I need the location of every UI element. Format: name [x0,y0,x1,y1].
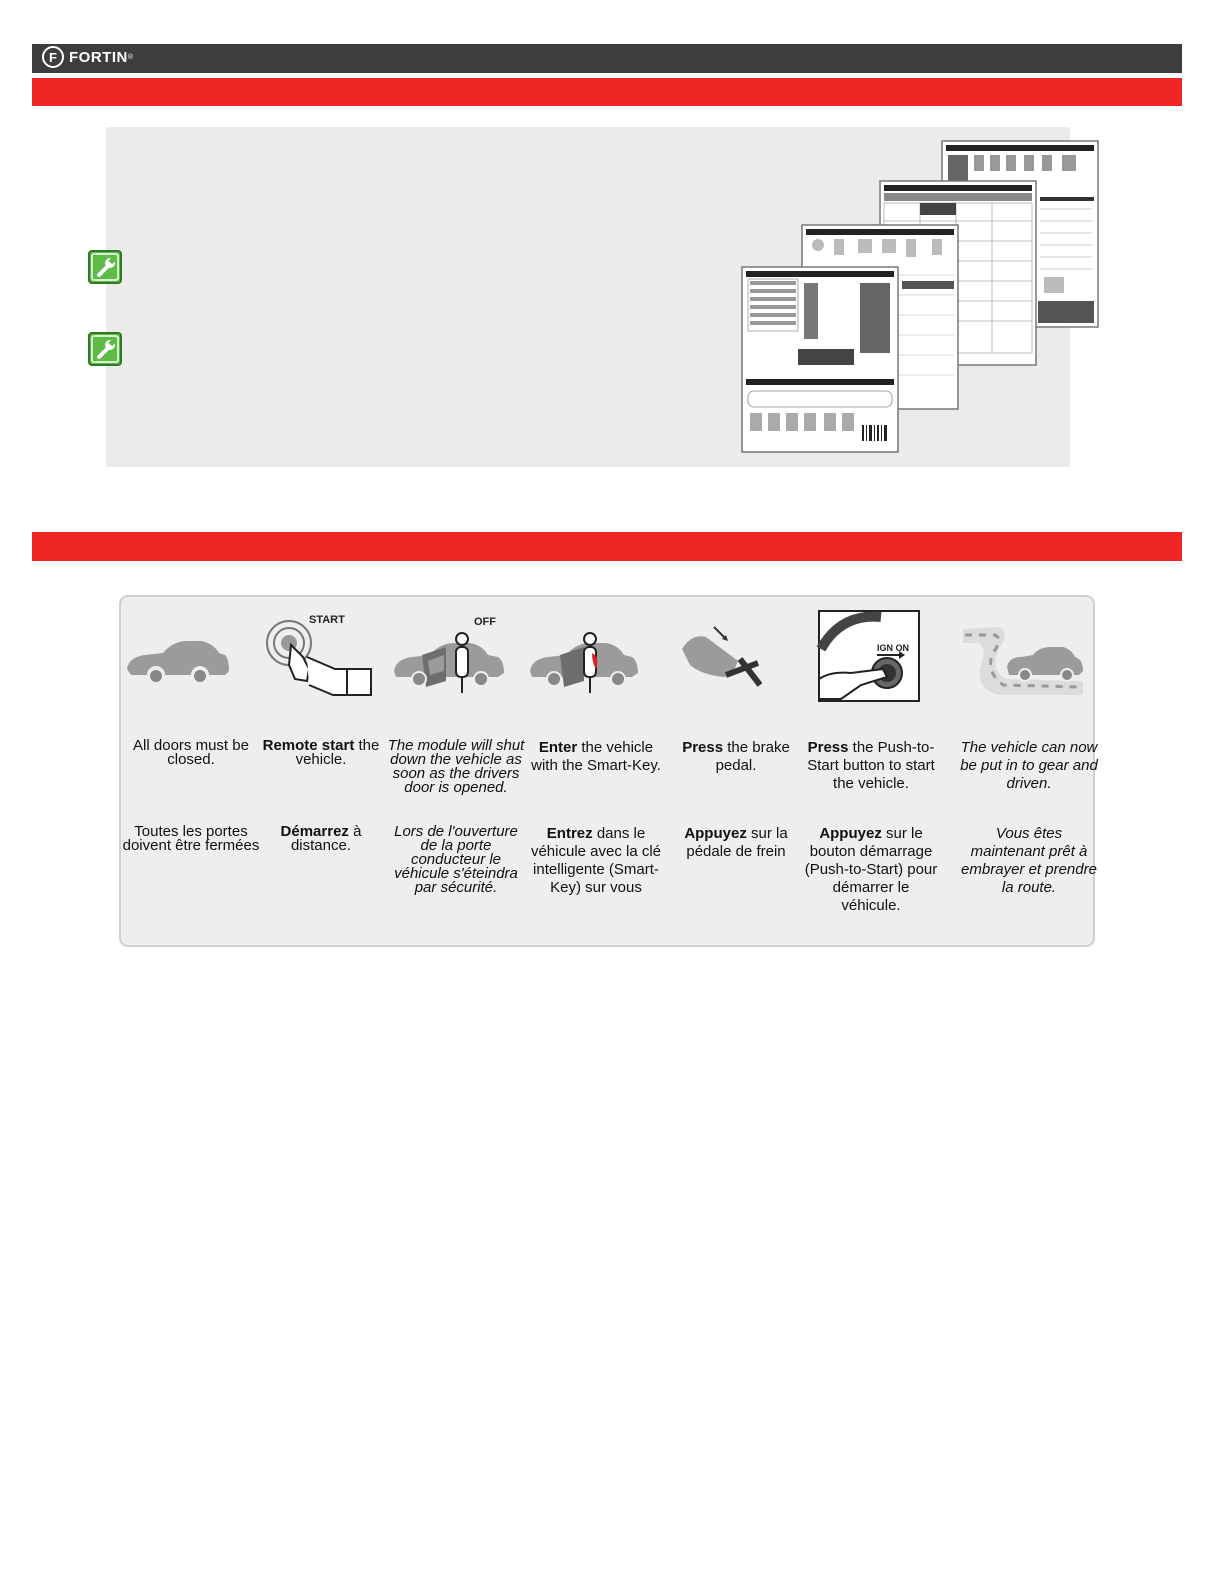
step-shutdown [386,597,526,945]
step-text-en: Remote start the vehicle. [262,737,380,768]
wrench-icon [88,250,122,284]
push-to-start-button-icon [801,609,925,709]
brake-pedal-icon [666,609,790,709]
step-text-en: Press the Push-to-Start button to start the vehicle. [807,739,935,792]
step-enter-vehicle [526,597,666,945]
start-label: START [309,614,345,626]
step-text-fr: Appuyez sur le bouton démarrage (Push-to-Start) pour démarrer le véhicule. [804,825,938,914]
step-doors-closed [121,597,261,945]
car-on-road-icon [959,609,1089,709]
step-remote-start [251,597,391,945]
step-text-en: The vehicle can now be put in to gear and driven. [960,739,1098,792]
remote-start-icon [251,609,375,709]
step-text-fr: Entrez dans le véhicule avec la clé intelligente (Smart-Key) sur vous [530,825,662,896]
car-door-open-icon [386,609,516,709]
step-press-brake [666,597,806,945]
smart-key-entry-icon [526,609,650,709]
logo-trademark: ® [127,53,133,61]
ign-on-label: IGN ON [877,643,910,653]
car-icon [121,609,245,709]
step-text-en: Enter the vehicle with the Smart-Key. [531,739,661,774]
step-drive [959,597,1099,945]
header-bar [32,44,1182,73]
fortin-logo [42,46,133,68]
logo-text: FORTIN [69,48,128,66]
step-push-to-start [801,597,941,945]
step-text-fr: Appuyez sur la pédale de frein [684,825,788,860]
wrench-icon [88,332,122,366]
section-bar-middle [32,532,1182,561]
step-text-en: The module will shut down the vehicle as soon as the drivers door is opened. [387,737,525,796]
guide-page [742,267,898,452]
logo-circle-icon: F [42,46,64,68]
section-bar-top [32,78,1182,106]
step-text-fr: Vous êtes maintenant prêt à embrayer et prendre la route. [961,825,1097,896]
step-text-fr: Démarrez à distance. [280,823,362,854]
remote-start-steps-panel [119,595,1098,947]
step-text-en: All doors must be closed. [133,737,249,768]
step-text-fr: Toutes les portes doivent être fermées [122,823,260,854]
step-text-en: Press the brake pedal. [682,739,790,774]
guide-pages-illustration [730,127,1110,467]
step-text-fr: Lors de l'ouverture de la porte conducteur le véhicule s'éteindra par sécurité. [394,823,518,896]
off-label: OFF [474,616,496,628]
